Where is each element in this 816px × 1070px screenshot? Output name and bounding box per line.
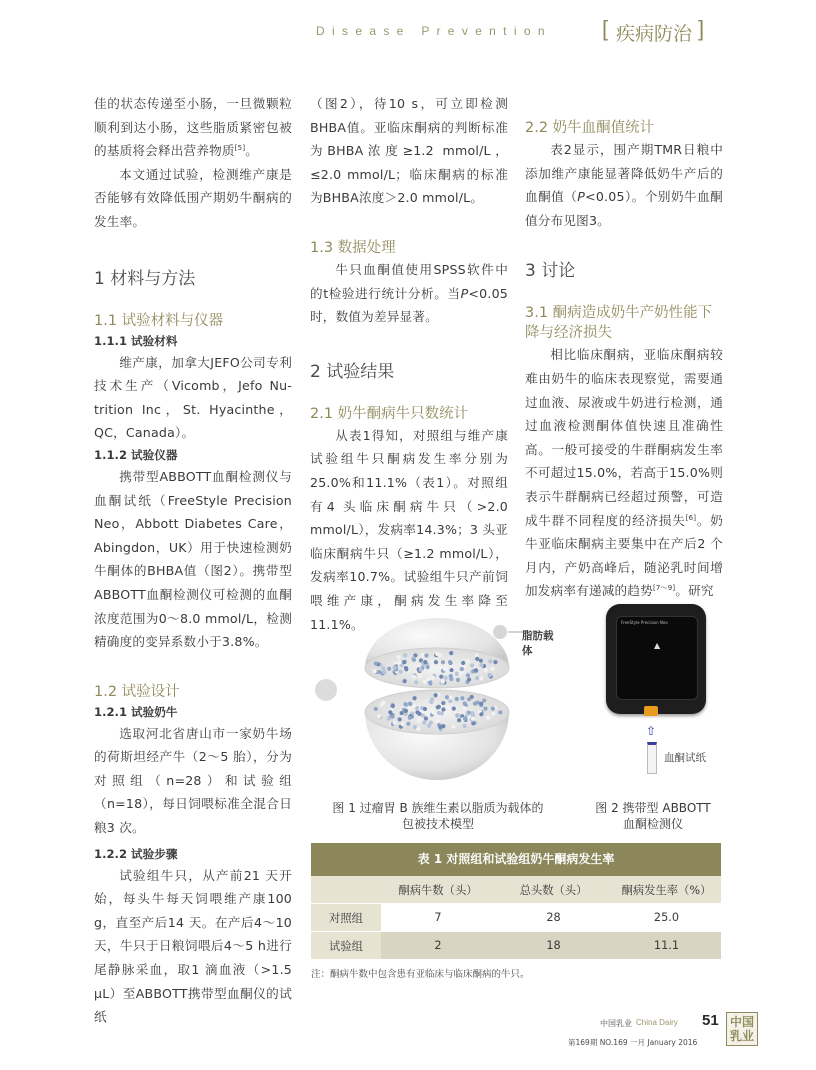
particle-dot bbox=[398, 717, 402, 721]
particle-dot bbox=[474, 668, 478, 672]
particle-dot bbox=[490, 667, 494, 671]
column-3 bbox=[525, 118, 723, 603]
particle-dot bbox=[439, 675, 443, 679]
paragraph: 表2显示，围产期TMR日粮中添加维产康能显著降低奶牛产后的血酮值（P<0.05）。个别奶牛血酮值分布见图3。 bbox=[525, 142, 723, 228]
table-cell: 18 bbox=[495, 932, 612, 960]
paragraph: 从表1得知，对照组与维产康试验组牛只酮病发生率分别为25.0%和11.1%（表1）。对照组有4 头临床酮病牛只（>2.0 mmol/L），发病率14.3%；3 头亚临床酮病牛只（≥1.2 mmol/L），发病率10.7%。试验组牛只产前饲喂维产康，酮病发生率降至11.1%。 bbox=[310, 427, 508, 632]
particle-dot bbox=[413, 725, 417, 729]
subsubsection-heading: 1.1.1 试验材料 bbox=[94, 333, 178, 348]
particle-dot bbox=[431, 710, 435, 714]
table-1 bbox=[311, 843, 721, 980]
particle-dot bbox=[400, 711, 404, 715]
particle-dot bbox=[463, 701, 467, 705]
header-cell: 酮病牛数（头） bbox=[381, 876, 495, 904]
particle-dot bbox=[403, 679, 407, 683]
particle-dot bbox=[404, 709, 408, 713]
particle-dot bbox=[452, 706, 456, 710]
particle-dot bbox=[423, 660, 427, 664]
particle-dot bbox=[479, 712, 483, 716]
particle-dot bbox=[418, 674, 422, 678]
particle-dot bbox=[466, 673, 470, 677]
particle-dot bbox=[393, 721, 397, 725]
subsubsection-heading: 1.1.2 试验仪器 bbox=[94, 447, 178, 462]
particle-dot bbox=[483, 707, 487, 711]
particle-dot bbox=[390, 715, 394, 719]
particle-dot bbox=[415, 710, 419, 714]
particle-dot bbox=[392, 666, 396, 670]
subsection-heading: 2.2 奶牛血酮值统计 bbox=[525, 120, 655, 136]
row-label: 对照组 bbox=[311, 904, 381, 932]
table-cell: 11.1 bbox=[612, 932, 721, 960]
particle-dot bbox=[426, 665, 430, 669]
particle-dot bbox=[470, 663, 474, 667]
particle-dot bbox=[440, 711, 444, 715]
particle-dot bbox=[403, 653, 407, 657]
particle-dot bbox=[421, 653, 425, 657]
particle-dot bbox=[444, 676, 448, 680]
particle-dot bbox=[408, 716, 412, 720]
particle-dot bbox=[423, 707, 427, 711]
particle-dot bbox=[382, 670, 386, 674]
particle-dot bbox=[462, 724, 466, 728]
particle-dot bbox=[412, 704, 416, 708]
particle-dot bbox=[438, 725, 442, 729]
blood-drop-icon: ▲ bbox=[654, 641, 661, 650]
particle-dot bbox=[431, 675, 435, 679]
footer-magazine-en: China Dairy bbox=[636, 1018, 678, 1027]
particle-dot bbox=[471, 716, 475, 720]
particle-dot bbox=[416, 719, 420, 723]
magazine-logo bbox=[726, 1012, 758, 1046]
particle-dot bbox=[403, 702, 407, 706]
particle-dot bbox=[437, 705, 441, 709]
reference: [7～9] bbox=[652, 584, 676, 593]
paragraph: （图2），待10 s，可立即检测BHBA值。亚临床酮病的判断标准为BHBA浓度≥1.2 mmol/L，≤2.0 mmol/L；临床酮病的标准为BHBA浓度＞2.0 mmol/L。 bbox=[310, 96, 508, 206]
table-header-row bbox=[311, 876, 721, 904]
particle-dot bbox=[404, 667, 408, 671]
paragraph: 牛只血酮值使用SPSS软件中的t检验进行统计分析。当P<0.05时，数值为差异显著。 bbox=[310, 261, 508, 325]
particle-dot bbox=[466, 659, 470, 663]
figure-2 bbox=[600, 602, 740, 802]
particle-dot bbox=[448, 699, 452, 703]
particle-dot bbox=[402, 660, 406, 664]
particle-dot bbox=[412, 696, 416, 700]
paragraph: 佳的状态传递至小肠，一旦微颗粒顺利到达小肠，这些脂质紧密包被的基质将会释出营养物质[5]。 bbox=[94, 96, 292, 159]
particle-dot bbox=[427, 723, 431, 727]
particle-dot bbox=[460, 667, 464, 671]
paragraph: 相比临床酮病，亚临床酮病较难由奶牛的临床表现察觉，需要通过血液、尿液或牛奶进行检测，通过血液检测酮体值快速且准确性高。一般可接受的牛群酮病发生率不可超过15.0%，若高于15.0%则表示牛群酮病已经超过预警，可造成牛群不同程度的经济损失[6]。奶牛亚临床酮病主要集中在产后2 个月内，产奶高峰后，随泌乳时间增加发病率有递减的趋势[7～9]。研究 bbox=[525, 347, 724, 599]
particle-dot bbox=[461, 661, 465, 665]
particle-dot bbox=[484, 668, 488, 672]
particle-dot bbox=[431, 668, 435, 672]
subsubsection-heading: 1.2.1 试验奶牛 bbox=[94, 704, 178, 719]
particle-dot bbox=[381, 666, 385, 670]
particle-dot bbox=[498, 710, 502, 714]
particle-dot bbox=[428, 681, 432, 685]
table-cell: 2 bbox=[381, 932, 495, 960]
particle-dot bbox=[427, 677, 431, 681]
particle-dot bbox=[426, 712, 430, 716]
subsubsection-heading: 1.2.2 试验步骤 bbox=[94, 846, 178, 861]
particle-dot bbox=[387, 667, 391, 671]
header-cell: 总头数（头） bbox=[495, 876, 612, 904]
subsection-heading: 1.3 数据处理 bbox=[310, 239, 396, 256]
particle-dot bbox=[412, 674, 416, 678]
particle-dot bbox=[448, 660, 452, 664]
particle-dot bbox=[443, 667, 447, 671]
reference: [6] bbox=[685, 513, 697, 522]
table-title: 表 1 对照组和试验组奶牛酮病发生率 bbox=[311, 843, 721, 876]
ketone-meter bbox=[606, 604, 706, 714]
table-cell: 28 bbox=[495, 904, 612, 932]
particle-dot bbox=[491, 706, 495, 710]
particle-dot bbox=[488, 673, 492, 677]
particle-dot bbox=[470, 711, 474, 715]
particle-dot bbox=[475, 657, 479, 661]
table-row bbox=[311, 904, 721, 932]
row-label: 试验组 bbox=[311, 932, 381, 960]
particle-dot bbox=[456, 713, 460, 717]
particle-dot bbox=[434, 693, 438, 697]
particle-dot bbox=[463, 706, 467, 710]
particle-dot bbox=[441, 660, 445, 664]
particle-dot bbox=[482, 698, 486, 702]
footer-issue: 第169期 NO.169 一月 January 2016 bbox=[568, 1038, 698, 1047]
table-row bbox=[311, 932, 721, 960]
particle-dot bbox=[479, 663, 483, 667]
particle-dot bbox=[488, 659, 492, 663]
particle-dot bbox=[479, 676, 483, 680]
particle-dot bbox=[463, 717, 467, 721]
particle-dot bbox=[479, 702, 483, 706]
data-table bbox=[311, 876, 721, 960]
particle-dot bbox=[408, 706, 412, 710]
particle-dot bbox=[374, 707, 378, 711]
header-cell bbox=[311, 876, 381, 904]
particle-dot bbox=[449, 668, 453, 672]
particle-dot bbox=[377, 714, 381, 718]
header-cell: 酮病发生率（%） bbox=[612, 876, 721, 904]
particle-dot bbox=[424, 653, 428, 657]
particle-dot bbox=[435, 719, 439, 723]
particle-dot bbox=[467, 697, 471, 701]
footer bbox=[560, 1012, 760, 1052]
particle-dot bbox=[434, 660, 438, 664]
section-heading: 1 材料与方法 bbox=[94, 268, 196, 289]
particle-dot bbox=[422, 721, 426, 725]
particle-dot bbox=[455, 672, 459, 676]
particle-dot bbox=[475, 676, 479, 680]
fat-carrier-label: 脂肪载体 bbox=[522, 630, 554, 657]
particle-dot bbox=[460, 696, 464, 700]
particle-dot bbox=[446, 705, 450, 709]
paragraph: 选取河北省唐山市一家奶牛场的荷斯坦经产牛（2～5 胎），分为对照组（n=28）和试验组（n=18），每日饲喂标准全混合日粮3 次。 bbox=[94, 725, 292, 836]
subsection-heading: 3.1 酮病造成奶牛产奶性能下降与经济损失 bbox=[525, 305, 713, 342]
header-bracket-open: [ bbox=[602, 16, 609, 41]
particle-dot bbox=[414, 680, 418, 684]
particle-dot bbox=[380, 703, 384, 707]
column-2 bbox=[310, 92, 508, 636]
particle-dot bbox=[486, 716, 490, 720]
running-header bbox=[316, 14, 806, 44]
particle-dot bbox=[387, 716, 391, 720]
subsection-heading: 1.1 试验材料与仪器 bbox=[94, 312, 224, 329]
test-strip bbox=[647, 742, 657, 774]
particle-dot bbox=[419, 668, 423, 672]
particle-dot bbox=[441, 680, 445, 684]
particle-dot bbox=[449, 677, 453, 681]
particle-dot bbox=[396, 655, 400, 659]
particle-dot bbox=[457, 718, 461, 722]
particle-dot bbox=[391, 704, 395, 708]
particle-dot bbox=[441, 707, 445, 711]
particle-dot bbox=[412, 658, 416, 662]
meter-screen bbox=[616, 616, 698, 700]
table-cell: 25.0 bbox=[612, 904, 721, 932]
paragraph: 维产康，加拿大JEFO公司专利技术生产（Vicomb，Jefo Nu-trition Inc，St. Hyacinthe，QC，Canada）。 bbox=[94, 354, 292, 441]
logo-text: 中国乳业 bbox=[729, 1015, 754, 1043]
particle-dot bbox=[398, 660, 402, 664]
particle-dot bbox=[435, 652, 439, 656]
strip-port bbox=[644, 706, 658, 716]
particle-dot bbox=[459, 671, 463, 675]
particle-dot bbox=[406, 722, 410, 726]
particle-dot bbox=[451, 725, 455, 729]
footer-magazine-cn: 中国乳业 bbox=[600, 1019, 632, 1028]
particle-dot bbox=[479, 659, 483, 663]
particle-dot bbox=[493, 660, 497, 664]
figure-1 bbox=[310, 610, 560, 800]
particle-dot bbox=[374, 661, 378, 665]
particle-dot bbox=[455, 697, 459, 701]
particle-dot bbox=[423, 680, 427, 684]
subsection-heading: 1.2 试验设计 bbox=[94, 683, 180, 700]
reference: [5] bbox=[234, 144, 246, 152]
figure-1-caption: 图 1 过瘤胃 B 族维生素以脂质为载体的 包被技术模型 bbox=[332, 801, 544, 831]
arrow-up-icon: ⇧ bbox=[646, 724, 657, 738]
particle-dot bbox=[401, 722, 405, 726]
meter-brand-text: FreeStyle Precision Neo bbox=[621, 620, 668, 625]
paragraph: 携带型ABBOTT血酮检测仪与血酮试纸（FreeStyle Precision Neo，Abbott Diabetes Care，Abingdon，UK）用于快速检测奶牛酮体的BHBA值（图2）。携带型ABBOTT血酮检测仪可检测的血酮浓度范围为0～8.0 mmol/L，检测精确度的变异系数小于3.8%。 bbox=[94, 468, 292, 650]
particle-dot bbox=[398, 670, 402, 674]
test-strip-label: 血酮试纸 bbox=[664, 752, 706, 764]
figure-2-caption: 图 2 携带型 ABBOTT 血酮检测仪 bbox=[595, 801, 711, 831]
header-english: D i s e a s e P r e v e n t i o n bbox=[316, 24, 547, 38]
table-note: 注：酮病牛数中包含患有亚临床与临床酮病的牛只。 bbox=[311, 969, 530, 980]
paragraph: 本文通过试验，检测维产康是否能够有效降低围产期奶牛酮病的发生率。 bbox=[94, 166, 292, 229]
section-heading: 2 试验结果 bbox=[310, 361, 395, 382]
header-bracket-close: ] bbox=[698, 16, 705, 41]
particle-dot bbox=[421, 714, 425, 718]
table-cell: 7 bbox=[381, 904, 495, 932]
column-1 bbox=[94, 92, 292, 1029]
particle-dot bbox=[467, 677, 471, 681]
particle-dot bbox=[373, 669, 377, 673]
section-heading: 3 讨论 bbox=[525, 261, 576, 282]
subsection-heading: 2.1 奶牛酮病牛只数统计 bbox=[310, 405, 469, 422]
particle-dot bbox=[449, 651, 453, 655]
header-chinese: 疾病防治 bbox=[616, 23, 693, 45]
particle-dot bbox=[456, 678, 460, 682]
particle-dot bbox=[441, 701, 445, 705]
particle-dot bbox=[429, 700, 433, 704]
paragraph: 试验组牛只，从产前21 天开始，每头牛每天饲喂维产康100 g，直至产后14 天。在产后4～10 天，牛只于日粮饲喂后4～5 h进行尾静脉采血，取1 滴血液（>1.5 μL）至ABBOTT携带型血酮仪的试纸 bbox=[94, 867, 292, 1025]
particle-dot bbox=[408, 701, 412, 705]
particle-dot bbox=[436, 666, 440, 670]
particle-dot bbox=[475, 701, 479, 705]
page-number: 51 bbox=[702, 1012, 719, 1029]
particle-dot bbox=[491, 712, 495, 716]
particle-dot bbox=[445, 695, 449, 699]
